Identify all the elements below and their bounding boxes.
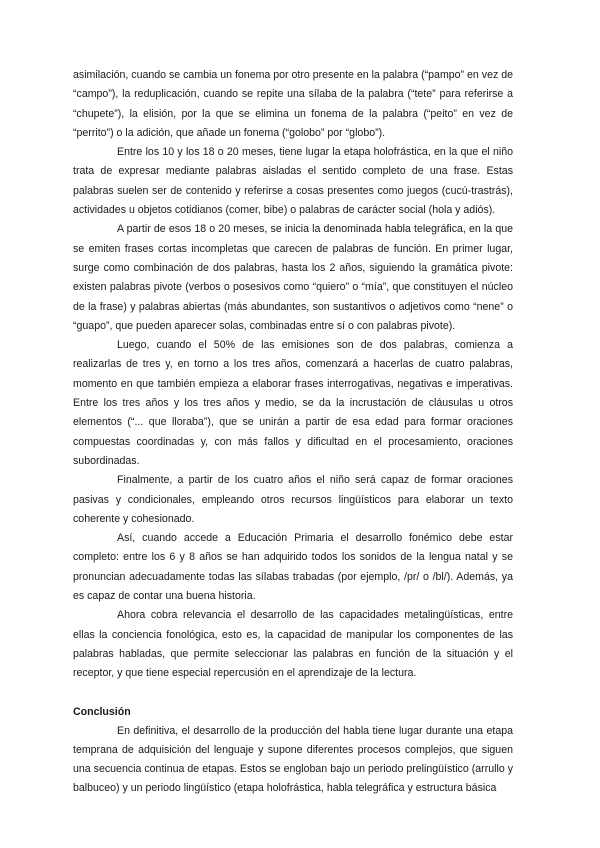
paragraph-continuation: asimilación, cuando se cambia un fonema por otro presente en la palabra (“pampo” en vez de “campo”), la reduplicación, cuando se repite una sílaba de la palabra (“tete” para referirse a “chupete”), la elisión, por la que se elimina un fonema de la palabra (“peito” en vez de “perrito”) o la adición, que añade un fonema (“golobo” por “globo”).: [73, 69, 513, 139]
conclusion-heading: Conclusión: [73, 705, 131, 718]
paragraph-three-word-stage: Luego, cuando el 50% de las emisiones son de dos palabras, comienza a realizarlas de tres y, en torno a los tres años, comenzará a hacerlas de cuatro palabras, momento en que también empieza a elaborar frases interrogativas, negativas e imperativas. Entre los tres años y los tres años y medio, se da la incrustación de cláusulas u otros elementos (“... que lloraba”), que se unirán a partir de esa edad para formar oraciones compuestas coordinadas y, con más fallos y dificultad en el procesamiento, oraciones subordinadas.: [73, 339, 513, 467]
paragraph-conclusion: En definitiva, el desarrollo de la producción del habla tiene lugar durante una etapa temprana de adquisición del lenguaje y supone diferentes procesos complejos, que siguen una secuencia continua de etapas. Estos se engloban bajo un periodo prelingüístico (arrullo y balbuceo) y un periodo lingüístico (etapa holofrástica, habla telegráfica y estructura básica: [73, 724, 513, 795]
paragraph-metalinguistic: Ahora cobra relevancia el desarrollo de las capacidades metalingüísticas, entre ellas la conciencia fonológica, esto es, la capacidad de manipular los componentes de las palabras habladas, que permite seleccionar las palabras en función de la situación y el receptor, y que tiene especial repercusión en el aprendizaje de la lectura.: [73, 609, 513, 680]
paragraph-holophrastic-stage: Entre los 10 y los 18 o 20 meses, tiene lugar la etapa holofrástica, en la que el niño trata de expresar mediante palabras aisladas el sentido completo de una frase. Estas palabras suelen ser de contenido y referirse a cosas presentes como juegos (cucú-trastrás), actividades u objetos cotidianos (comer, bibe) o palabras de carácter social (hola y adiós).: [73, 146, 513, 217]
paragraph-primary-education: Así, cuando accede a Educación Primaria el desarrollo fonémico debe estar completo: entre los 6 y 8 años se han adquirido todos los sonidos de la lengua natal y se pronuncian adecuadamente todas las sílabas trabadas (por ejemplo, /pr/ o /bl/). Además, ya es capaz de contar una buena historia.: [73, 532, 513, 603]
paragraph-telegraphic-speech: A partir de esos 18 o 20 meses, se inicia la denominada habla telegráfica, en la que se emiten frases cortas incompletas que carecen de palabras de función. En primer lugar, surge como combinación de dos palabras, hasta los 2 años, siguiendo la gramática pivote: existen palabras pivote (verbos o posesivos como “quiero” o “mía”, que constituyen el núcleo de la frase) y palabras abiertas (más abundantes, son sustantivos o adjetivos como “nene” o “guapo”, que pueden aparecer solas, combinadas entre sí o con palabras pivote).: [73, 223, 513, 332]
document-page: [73, 66, 513, 799]
paragraph-four-years: Finalmente, a partir de los cuatro años el niño será capaz de formar oraciones pasivas y condicionales, empleando otros recursos lingüísticos para elaborar un texto coherente y cohesionado.: [73, 474, 513, 525]
